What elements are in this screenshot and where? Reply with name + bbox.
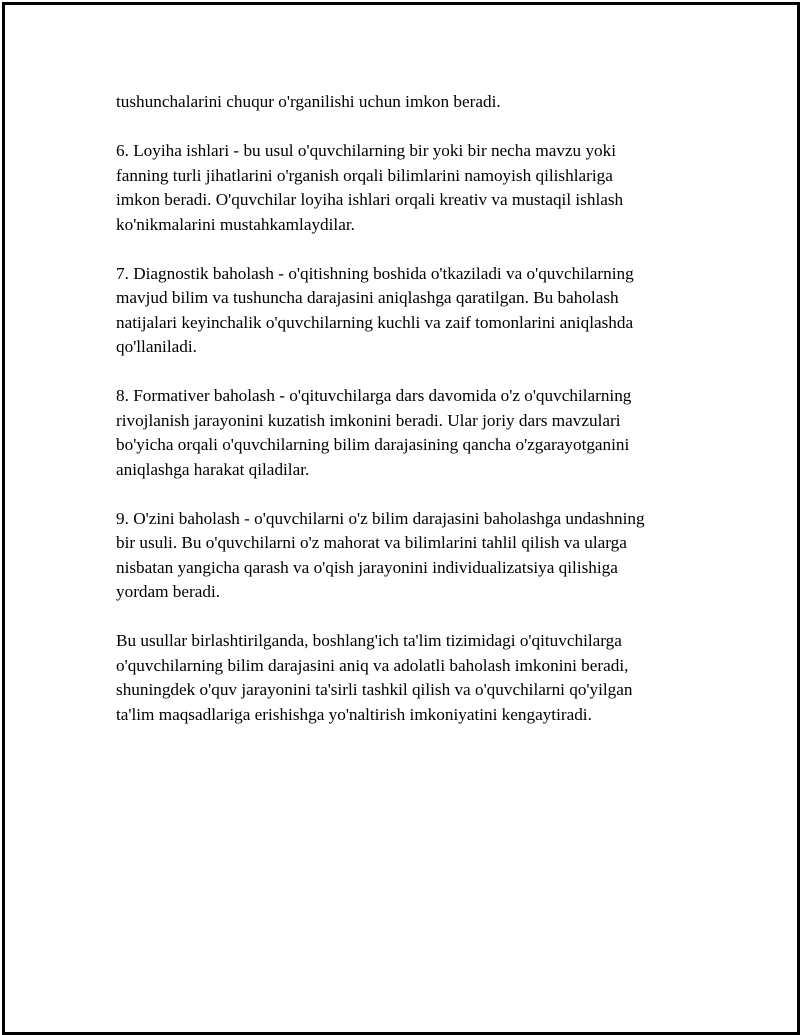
document-body bbox=[116, 90, 696, 752]
paragraph-item-6: 6. Loyiha ishlari - bu usul o'quvchilarning bir yoki bir necha mavzu yoki fanning turli jihatlarini o'rganish orqali bilimlarini namoyish qilishlariga imkon beradi. O'quvchilar loyiha ishlari orqali kreativ va mustaqil ishlash ko'nikmalarini mustahkamlaydilar. bbox=[116, 141, 624, 234]
paragraph-continuation: tushunchalarini chuqur o'rganilishi uchun imkon beradi. bbox=[116, 92, 501, 111]
paragraph-conclusion: Bu usullar birlashtirilganda, boshlang'ich ta'lim tizimidagi o'qituvchilarga o'quvchilarning bilim darajasini aniq va adolatli baholash imkonini beradi, shuningdek o'quv jarayonini ta'sirli tashkil qilish va o'quvchilarni qo'yilgan ta'lim maqsadlariga erishishga yo'naltirish imkoniyatini kengaytiradi. bbox=[116, 631, 633, 724]
paragraph-item-9: 9. O'zini baholash - o'quvchilarni o'z bilim darajasini baholashga undashning bir usuli. Bu o'quvchilarni o'z mahorat va bilimlarini tahlil qilish va ularga nisbatan yangicha qarash va o'qish jarayonini individualizatsiya qilishiga yordam beradi. bbox=[116, 508, 645, 601]
paragraph-item-8: 8. Formativer baholash - o'qituvchilarga dars davomida o'z o'quvchilarning rivojlanish jarayonini kuzatish imkonini beradi. Ular joriy dars mavzulari bo'yicha orqali o'quvchilarning bilim darajasining qancha o'zgarayotganini aniqlashga harakat qiladilar. bbox=[116, 386, 632, 479]
paragraph-item-7: 7. Diagnostik baholash - o'qitishning boshida o'tkaziladi va o'quvchilarning mavjud bilim va tushuncha darajasini aniqlashga qaratilgan. Bu baholash natijalari keyinchalik o'quvchilarning kuchli va zaif tomonlarini aniqlashda qo'llaniladi. bbox=[116, 263, 634, 356]
